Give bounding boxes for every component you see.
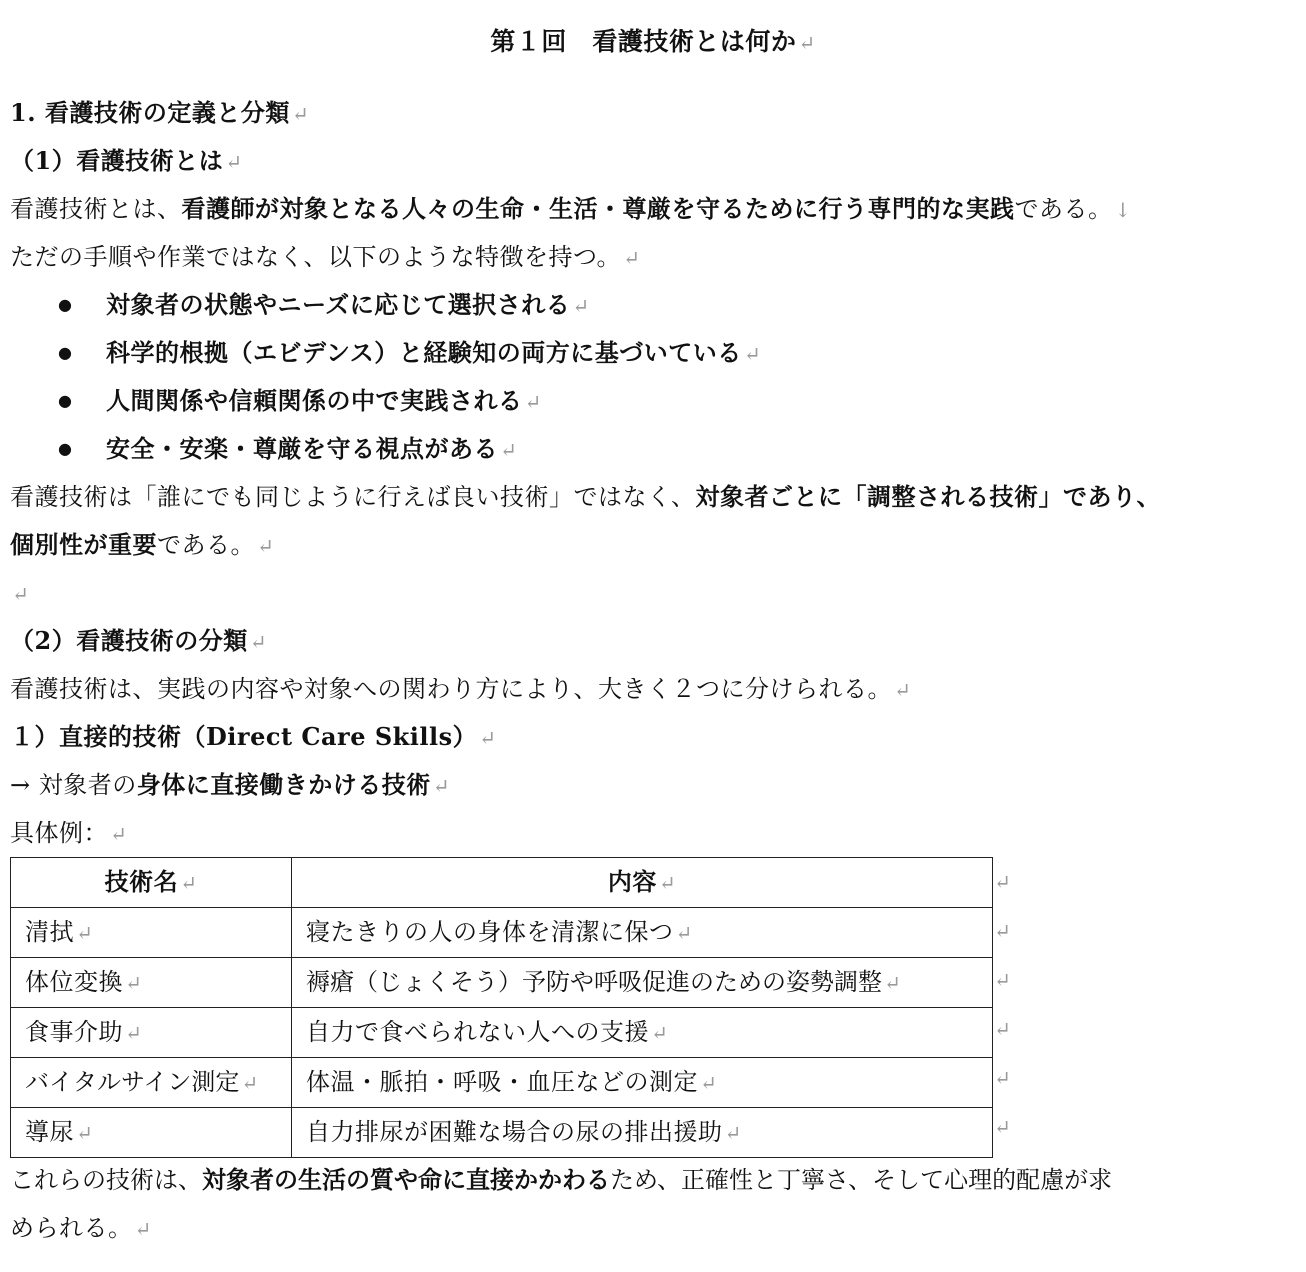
paragraph-mark: ↵ [572, 294, 590, 318]
table-cell: 清拭 ↵ [11, 908, 292, 958]
definition-paragraph: 看護技術とは、看護師が対象となる人々の生命・生活・尊厳を守るために行う専門的な実践である。 ↓ [10, 194, 1132, 223]
cell-mark: ↵ [125, 971, 143, 995]
classification-intro: 看護技術は、実践の内容や対象への関わり方により、大きく２つに分けられる。 ↵ [10, 675, 912, 703]
summary-emphasis: 対象者ごとに「調整される技術」であり、 [695, 482, 1162, 511]
table-cell: 体位変換 ↵ [11, 958, 292, 1008]
row-end-mark: ↵ [994, 1017, 1011, 1041]
paragraph-mark: ↵ [479, 726, 497, 750]
direct-care-description: → 対象者の身体に直接働きかける技術 ↵ [10, 770, 451, 799]
bullet-item: ● 対象者の状態やニーズに応じて選択される ↵ [58, 281, 1298, 329]
direct-care-heading: １）直接的技術（Direct Care Skills） ↵ [10, 722, 497, 751]
subsection-heading-1-2: （2）看護技術の分類 ↵ [10, 626, 267, 655]
definition-emphasis: 看護師が対象となる人々の生命・生活・尊厳を守るために行う専門的な実践 [181, 194, 1015, 223]
cell-mark: ↵ [651, 1021, 669, 1045]
paragraph-mark: ↵ [134, 1217, 152, 1241]
examples-table [10, 857, 993, 1158]
paragraph-mark: ↵ [524, 390, 542, 414]
paragraph-mark: ↵ [110, 822, 128, 846]
table-row [11, 1058, 993, 1108]
table-cell: バイタルサイン測定 ↵ [11, 1058, 292, 1108]
table-header-row [11, 858, 993, 908]
table-cell: 体温・脈拍・呼吸・血圧などの測定 ↵ [292, 1058, 993, 1108]
bullet-icon: ● [58, 295, 73, 314]
closing-paragraph-line2: められる。 ↵ [10, 1214, 152, 1242]
empty-paragraph [10, 569, 1298, 617]
cell-mark: ↵ [241, 1071, 259, 1095]
row-end-mark: ↵ [994, 870, 1011, 894]
paragraph-mark: ↵ [500, 438, 518, 462]
closing-emphasis: 対象者の生活の質や命に直接かかわる [202, 1165, 610, 1194]
features-intro: ただの手順や作業ではなく、以下のような特徴を持つ。 ↵ [10, 243, 641, 271]
table-cell: 食事介助 ↵ [11, 1008, 292, 1058]
direct-care-emphasis: 身体に直接働きかける技術 [136, 770, 431, 799]
cell-mark: ↵ [658, 871, 677, 895]
bullet-icon: ● [58, 439, 73, 458]
table-header-cell: 内容 ↵ [292, 858, 993, 908]
table-row [11, 1108, 993, 1158]
subsection-heading-1-1: （1）看護技術とは ↵ [10, 146, 243, 175]
row-end-mark: ↵ [994, 968, 1011, 992]
cell-mark: ↵ [180, 871, 198, 895]
section-heading-1: 1. 看護技術の定義と分類 ↵ [10, 98, 310, 127]
summary-paragraph-line2: 個別性が重要である。 ↵ [10, 530, 275, 559]
table-header-cell: 技術名 ↵ [11, 858, 292, 908]
summary-paragraph-line1: 看護技術は「誰にでも同じように行えば良い技術」ではなく、対象者ごとに「調整される技術」であり、 [10, 482, 1162, 511]
row-end-mark: ↵ [994, 1066, 1011, 1090]
bullet-item: ● 安全・安楽・尊厳を守る視点がある ↵ [58, 425, 1298, 473]
bullet-item: ● 科学的根拠（エビデンス）と経験知の両方に基づいている ↵ [58, 329, 1298, 377]
paragraph-mark: ↵ [623, 246, 641, 270]
cell-mark: ↵ [884, 971, 901, 995]
row-end-mark: ↵ [994, 1115, 1011, 1139]
table-row [11, 1008, 993, 1058]
cell-mark: ↵ [700, 1071, 718, 1095]
paragraph-mark: ↵ [225, 150, 243, 174]
table-row [11, 958, 993, 1008]
example-label: 具体例： ↵ [10, 819, 128, 847]
bullet-icon: ● [58, 343, 73, 362]
individuality-emphasis: 個別性が重要 [10, 530, 157, 559]
cell-mark: ↵ [76, 921, 94, 945]
cell-mark: ↵ [76, 1121, 94, 1145]
bullet-item: ● 人間関係や信頼関係の中で実践される ↵ [58, 377, 1298, 425]
bullet-icon: ● [58, 391, 73, 410]
paragraph-mark: ↵ [743, 342, 762, 366]
paragraph-mark: ↵ [291, 102, 310, 126]
paragraph-mark: ↵ [894, 678, 912, 702]
document-title: 第１回 看護技術とは何か ↵ [490, 27, 816, 56]
cell-mark: ↵ [125, 1021, 143, 1045]
cell-mark: ↵ [724, 1121, 742, 1145]
table-cell: 自力で食べられない人への支援 ↵ [292, 1008, 993, 1058]
closing-paragraph-line1: これらの技術は、対象者の生活の質や命に直接かかわるため、正確性と丁寧さ、そして心理的配慮が求 [10, 1165, 1113, 1194]
paragraph-mark: ↵ [249, 630, 267, 654]
cell-mark: ↵ [675, 921, 693, 945]
table-cell: 褥瘡（じょくそう）予防や呼吸促進のための姿勢調整 ↵ [292, 958, 993, 1008]
table-row [11, 908, 993, 958]
table-cell: 寝たきりの人の身体を清潔に保つ ↵ [292, 908, 993, 958]
paragraph-mark: ↵ [12, 582, 30, 606]
table-cell: 導尿 ↵ [11, 1108, 292, 1158]
paragraph-mark: ↵ [257, 534, 275, 558]
table-cell: 自力排尿が困難な場合の尿の排出援助 ↵ [292, 1108, 993, 1158]
line-break-mark: ↓ [1114, 198, 1132, 222]
row-end-mark: ↵ [994, 919, 1011, 943]
paragraph-mark: ↵ [798, 31, 816, 55]
paragraph-mark: ↵ [432, 774, 451, 798]
